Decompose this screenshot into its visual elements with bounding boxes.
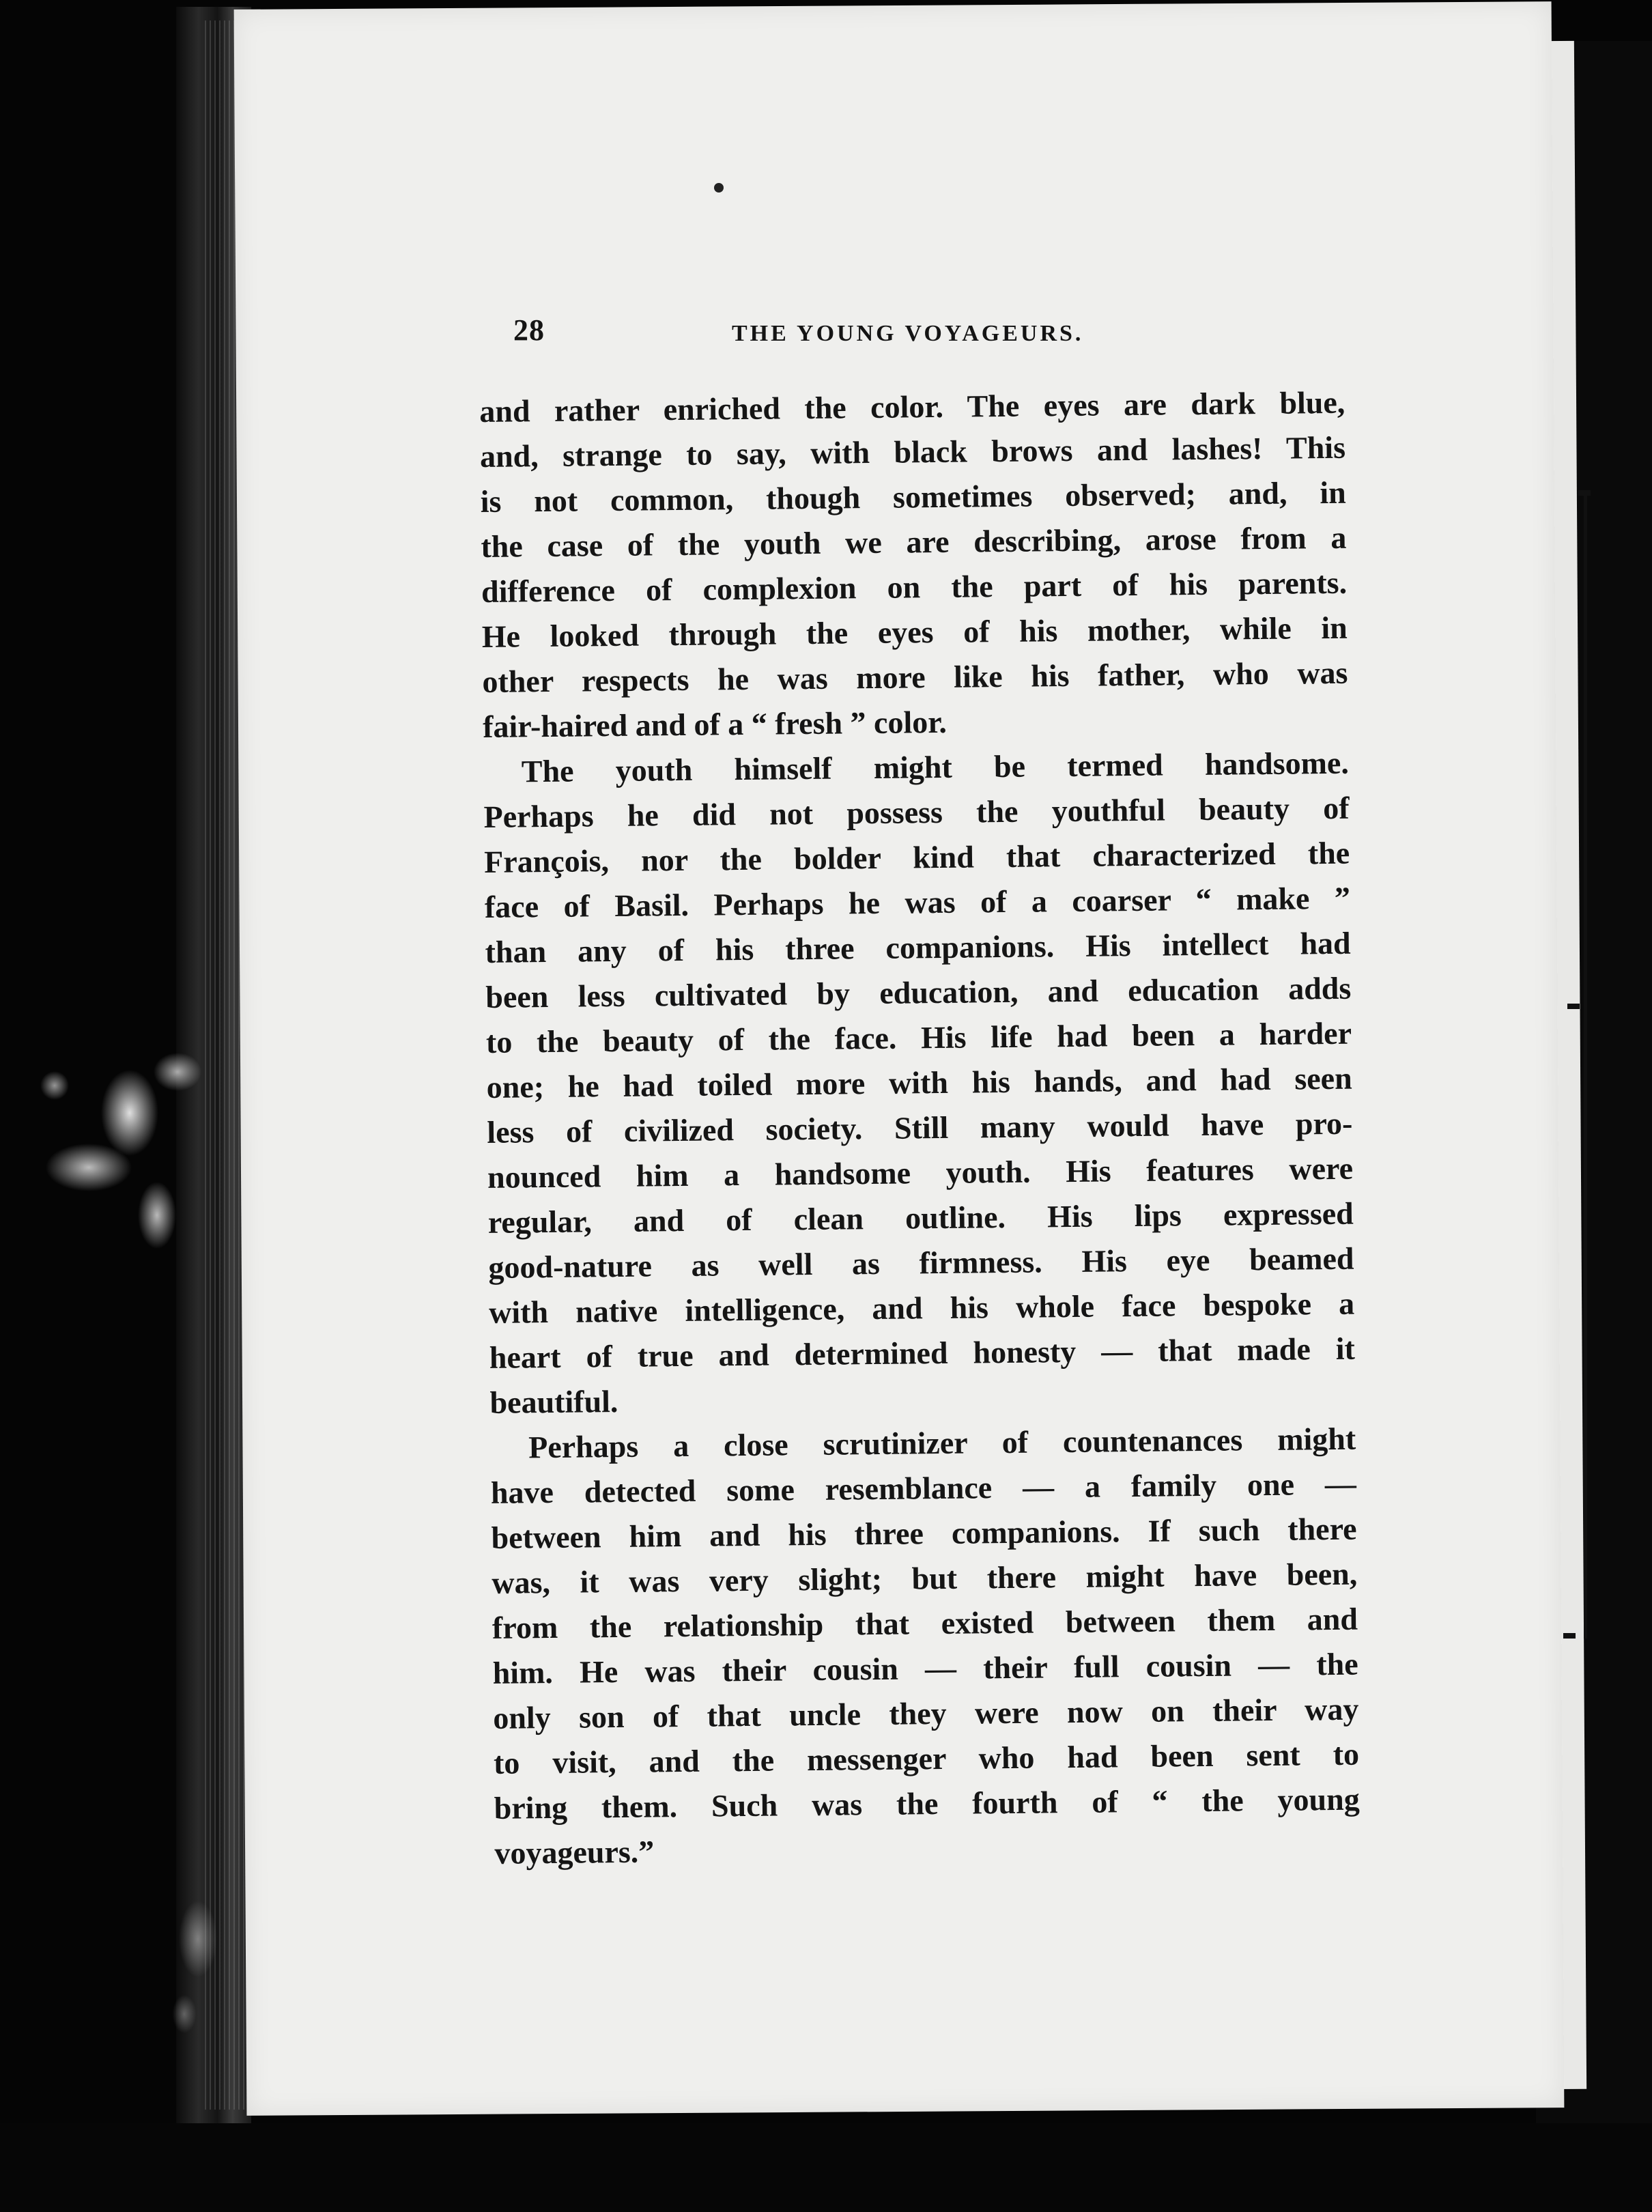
margin-bracket <box>1584 492 1597 1639</box>
text-line: voyageurs.” <box>494 1834 655 1871</box>
text-line: bring them. Such was the fourth of “ the young <box>494 1781 1360 1826</box>
text-line: beautiful. <box>489 1383 618 1420</box>
text-line: have detected some resemblance — a family one — <box>490 1466 1357 1510</box>
text-line: other respects he was more like his father, who was <box>482 655 1348 699</box>
text-line: was, it was very slight; but there might have been, <box>492 1556 1358 1600</box>
text-line: than any of his three companions. His intellect had <box>485 925 1351 969</box>
text-line: Perhaps he did not possess the youthful beauty of <box>483 790 1350 834</box>
text-line: heart of true and determined honesty — that made it <box>489 1331 1356 1375</box>
text-line: less of civilized society. Still many would have pro- <box>487 1105 1353 1150</box>
text-line: The youth himself might be termed handsome. <box>521 745 1350 789</box>
text-line: the case of the youth we are describing, arose from a <box>481 520 1347 564</box>
page-header <box>513 313 1339 354</box>
text-line: nounced him a handsome youth. His features were <box>487 1150 1354 1195</box>
paragraph <box>479 380 1348 750</box>
text-line: and, strange to say, with black brows and lashes! This <box>479 429 1346 474</box>
text-line: with native intelligence, and his whole face bespoke a <box>488 1286 1355 1330</box>
bottom-dark-margin <box>0 2123 1652 2212</box>
bracket-tick-middle <box>1567 1004 1580 1009</box>
text-line: only son of that uncle they were now on their way <box>493 1691 1359 1735</box>
text-line: Perhaps a close scrutinizer of countenances might <box>528 1421 1356 1465</box>
text-line: difference of complexion on the part of his parents. <box>481 565 1348 609</box>
paper-damage-faint <box>143 1857 246 2062</box>
body-text <box>479 380 1361 1876</box>
paragraph <box>483 741 1356 1426</box>
text-line: to the beauty of the face. His life had been a harder <box>485 1015 1352 1060</box>
bracket-tick-bottom <box>1563 1633 1576 1639</box>
text-line: François, nor the bolder kind that characterized the <box>483 835 1350 879</box>
text-line: regular, and of clean outline. His lips expressed <box>487 1195 1354 1240</box>
running-head: THE YOUNG VOYAGEURS. <box>732 321 1084 346</box>
ink-dot <box>714 183 724 193</box>
text-line: to visit, and the messenger who had been sent to <box>493 1736 1360 1781</box>
text-line: fair-haired and of a “ fresh ” color. <box>482 704 948 744</box>
text-line: from the relationship that existed between them and <box>492 1601 1358 1645</box>
paper-damage-speckle <box>14 1010 218 1297</box>
page-number: 28 <box>513 313 545 347</box>
text-line: He looked through the eyes of his mother, while in <box>481 610 1348 654</box>
paragraph <box>490 1417 1361 1876</box>
text-line: him. He was their cousin — their full cousin — the <box>492 1646 1358 1690</box>
text-line: one; he had toiled more with his hands, and had seen <box>486 1060 1352 1105</box>
text-line: face of Basil. Perhaps he was of a coarser “ make ” <box>484 880 1351 924</box>
text-line: between him and his three companions. If such there <box>491 1511 1357 1555</box>
text-line: good-nature as well as firmness. His eye beamed <box>488 1240 1354 1285</box>
text-line: and rather enriched the color. The eyes are dark blue, <box>479 384 1345 429</box>
text-line: is not common, though sometimes observed; and, in <box>480 474 1346 519</box>
text-line: been less cultivated by education, and education adds <box>485 970 1352 1015</box>
bracket-tick-top <box>1578 490 1591 496</box>
